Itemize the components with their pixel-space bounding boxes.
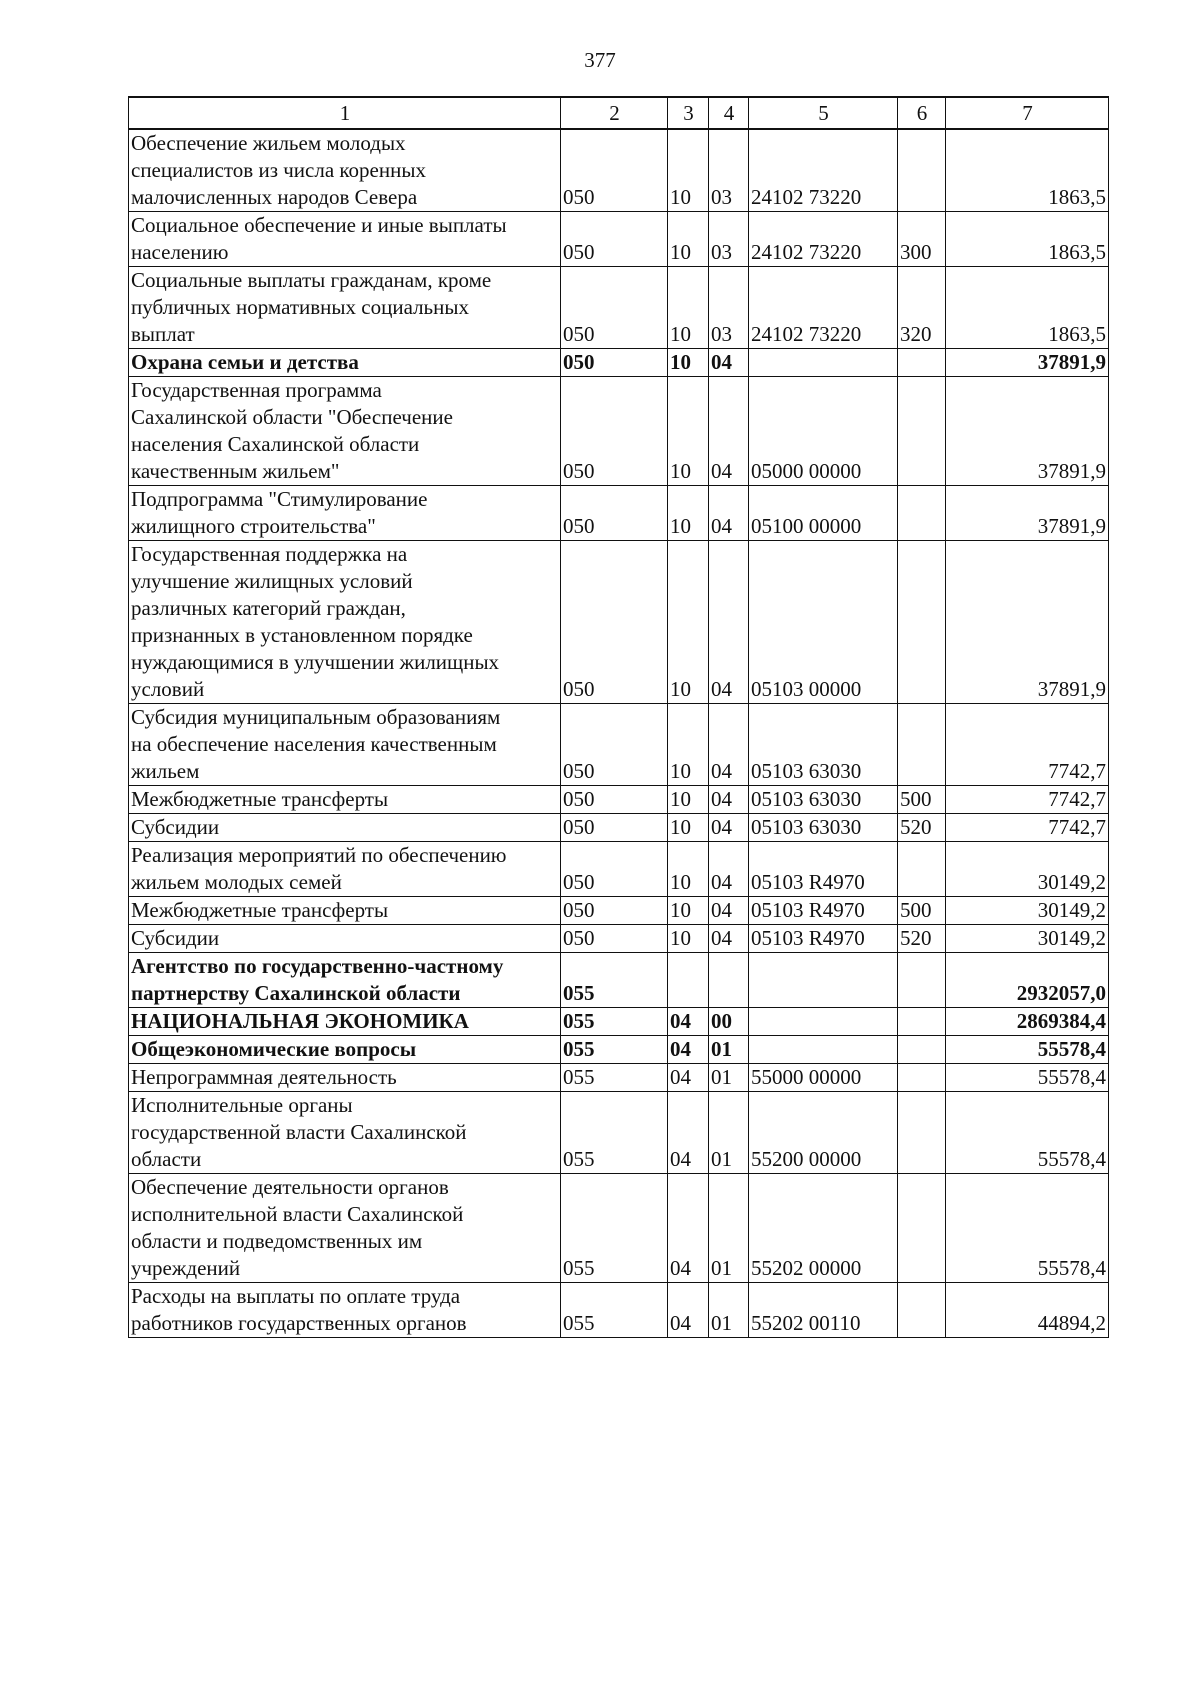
row-name-line: НАЦИОНАЛЬНАЯ ЭКОНОМИКА [131,1009,469,1033]
table-row [129,704,1109,786]
target-article-code: 05100 00000 [749,486,898,541]
expense-type-code: 520 [898,814,946,842]
ministry-code: 055 [561,1283,668,1338]
header-cell-4: 4 [709,97,749,129]
row-name-line: населения Сахалинской области [131,432,420,456]
row-name [129,1174,561,1283]
amount: 7742,7 [946,814,1109,842]
expense-type-code [898,129,946,212]
row-name-line: государственной власти Сахалинской [131,1120,467,1144]
row-name-line: Субсидия муниципальным образованиям [131,705,501,729]
target-article-code [749,1008,898,1036]
subsection-code: 04 [709,842,749,897]
row-name [129,1092,561,1174]
target-article-code: 55202 00000 [749,1174,898,1283]
expense-type-code: 520 [898,925,946,953]
row-name [129,704,561,786]
amount: 7742,7 [946,704,1109,786]
ministry-code: 050 [561,129,668,212]
header-cell-5: 5 [749,97,898,129]
ministry-code: 050 [561,842,668,897]
table-row [129,212,1109,267]
amount: 30149,2 [946,925,1109,953]
row-name-line: партнерству Сахалинской области [131,981,461,1005]
row-name [129,925,561,953]
table-row [129,1008,1109,1036]
section-code: 10 [668,704,709,786]
row-name-line: улучшение жилищных условий [131,569,413,593]
row-name [129,1283,561,1338]
row-name [129,377,561,486]
expense-type-code [898,953,946,1008]
header-cell-2: 2 [561,97,668,129]
table-row [129,541,1109,704]
expense-type-code [898,377,946,486]
row-name-line: Непрограммная деятельность [131,1065,397,1089]
subsection-code: 01 [709,1036,749,1064]
section-code: 10 [668,129,709,212]
row-name-line: Расходы на выплаты по оплате труда [131,1284,461,1308]
ministry-code: 050 [561,486,668,541]
amount: 37891,9 [946,486,1109,541]
table-row [129,897,1109,925]
row-name [129,541,561,704]
table-row [129,814,1109,842]
row-name-line: специалистов из числа коренных [131,158,426,182]
row-name-line: Государственная поддержка на [131,542,408,566]
target-article-code: 05103 63030 [749,786,898,814]
row-name-line: малочисленных народов Севера [131,185,418,209]
subsection-code: 01 [709,1092,749,1174]
table-row [129,1064,1109,1092]
amount: 37891,9 [946,349,1109,377]
target-article-code [749,349,898,377]
target-article-code: 05000 00000 [749,377,898,486]
target-article-code: 05103 R4970 [749,897,898,925]
row-name [129,897,561,925]
row-name [129,814,561,842]
target-article-code [749,953,898,1008]
amount: 37891,9 [946,377,1109,486]
subsection-code: 01 [709,1283,749,1338]
row-name [129,1036,561,1064]
expense-type-code: 300 [898,212,946,267]
table-row [129,1036,1109,1064]
amount: 1863,5 [946,267,1109,349]
header-cell-7: 7 [946,97,1109,129]
subsection-code: 03 [709,129,749,212]
row-name-line: Обеспечение жильем молодых [131,131,406,155]
row-name-line: Субсидии [131,926,220,950]
table-row [129,1092,1109,1174]
ministry-code: 050 [561,349,668,377]
subsection-code: 00 [709,1008,749,1036]
row-name [129,1064,561,1092]
header-cell-3: 3 [668,97,709,129]
subsection-code: 04 [709,786,749,814]
row-name [129,267,561,349]
section-code: 10 [668,267,709,349]
row-name-line: нуждающимися в улучшении жилищных [131,650,500,674]
ministry-code: 050 [561,786,668,814]
amount: 37891,9 [946,541,1109,704]
row-name-line: жильем [131,759,200,783]
row-name-line: публичных нормативных социальных [131,295,469,319]
table-row [129,267,1109,349]
expense-type-code: 500 [898,897,946,925]
subsection-code: 04 [709,925,749,953]
target-article-code: 24102 73220 [749,212,898,267]
row-name-line: исполнительной власти Сахалинской [131,1202,464,1226]
subsection-code [709,953,749,1008]
expense-type-code [898,541,946,704]
amount: 30149,2 [946,897,1109,925]
subsection-code: 01 [709,1064,749,1092]
row-name-line: Реализация мероприятий по обеспечению [131,843,507,867]
amount: 30149,2 [946,842,1109,897]
section-code: 10 [668,349,709,377]
ministry-code: 050 [561,267,668,349]
row-name [129,953,561,1008]
expense-type-code [898,704,946,786]
target-article-code: 24102 73220 [749,129,898,212]
row-name-line: жилищного строительства" [131,514,376,538]
amount: 55578,4 [946,1174,1109,1283]
row-name [129,486,561,541]
section-code: 10 [668,541,709,704]
row-name-line: Межбюджетные трансферты [131,898,389,922]
section-code: 10 [668,377,709,486]
amount: 2932057,0 [946,953,1109,1008]
table-row [129,1174,1109,1283]
row-name-line: Социальные выплаты гражданам, кроме [131,268,492,292]
expense-type-code [898,486,946,541]
subsection-code: 03 [709,267,749,349]
table-row [129,925,1109,953]
ministry-code: 055 [561,1092,668,1174]
page-number: 377 [584,48,616,72]
row-name-line: Обеспечение деятельности органов [131,1175,449,1199]
target-article-code: 55200 00000 [749,1092,898,1174]
row-name-line: жильем молодых семей [131,870,342,894]
ministry-code: 050 [561,212,668,267]
ministry-code: 055 [561,953,668,1008]
row-name [129,212,561,267]
section-code: 04 [668,1174,709,1283]
amount: 55578,4 [946,1064,1109,1092]
header-row [129,97,1109,129]
subsection-code: 03 [709,212,749,267]
expense-type-code [898,1064,946,1092]
section-code: 10 [668,925,709,953]
amount: 1863,5 [946,212,1109,267]
table-row [129,842,1109,897]
ministry-code: 055 [561,1174,668,1283]
row-name [129,842,561,897]
section-code: 04 [668,1064,709,1092]
section-code [668,953,709,1008]
section-code: 10 [668,842,709,897]
section-code: 10 [668,486,709,541]
row-name [129,786,561,814]
section-code: 04 [668,1283,709,1338]
row-name [129,129,561,212]
amount: 55578,4 [946,1092,1109,1174]
table-body [129,129,1109,1338]
row-name-line: области [131,1147,202,1171]
ministry-code: 050 [561,897,668,925]
ministry-code: 050 [561,704,668,786]
row-name-line: Государственная программа [131,378,382,402]
expense-type-code [898,349,946,377]
expense-type-code [898,1036,946,1064]
table-row [129,486,1109,541]
row-name-line: различных категорий граждан, [131,596,406,620]
ministry-code: 055 [561,1064,668,1092]
target-article-code: 55000 00000 [749,1064,898,1092]
row-name-line: качественным жильем" [131,459,340,483]
expense-type-code [898,1008,946,1036]
ministry-code: 050 [561,925,668,953]
table-row [129,129,1109,212]
section-code: 10 [668,212,709,267]
row-name [129,349,561,377]
expense-type-code [898,1092,946,1174]
row-name-line: области и подведомственных им [131,1229,423,1253]
subsection-code: 04 [709,486,749,541]
row-name-line: Субсидии [131,815,220,839]
row-name-line: работников государственных органов [131,1311,467,1335]
ministry-code: 055 [561,1008,668,1036]
row-name-line: на обеспечение населения качественным [131,732,497,756]
ministry-code: 050 [561,541,668,704]
subsection-code: 04 [709,704,749,786]
section-code: 10 [668,786,709,814]
row-name-line: Сахалинской области "Обеспечение [131,405,453,429]
section-code: 04 [668,1092,709,1174]
subsection-code: 04 [709,349,749,377]
row-name-line: Общеэкономические вопросы [131,1037,417,1061]
target-article-code: 05103 63030 [749,814,898,842]
section-code: 10 [668,814,709,842]
header-cell-1: 1 [129,97,561,129]
section-code: 04 [668,1008,709,1036]
amount: 1863,5 [946,129,1109,212]
table-row [129,349,1109,377]
target-article-code: 05103 R4970 [749,842,898,897]
subsection-code: 04 [709,814,749,842]
expense-type-code [898,1174,946,1283]
amount: 7742,7 [946,786,1109,814]
subsection-code: 04 [709,897,749,925]
expense-type-code: 500 [898,786,946,814]
target-article-code: 05103 00000 [749,541,898,704]
section-code: 04 [668,1036,709,1064]
target-article-code: 55202 00110 [749,1283,898,1338]
target-article-code [749,1036,898,1064]
subsection-code: 04 [709,377,749,486]
row-name-line: Агентство по государственно-частному [131,954,504,978]
table-row [129,786,1109,814]
subsection-code: 01 [709,1174,749,1283]
amount: 2869384,4 [946,1008,1109,1036]
row-name-line: выплат [131,322,195,346]
target-article-code: 05103 R4970 [749,925,898,953]
table-row [129,377,1109,486]
header-cell-6: 6 [898,97,946,129]
row-name-line: условий [131,677,205,701]
ministry-code: 050 [561,814,668,842]
table-row [129,953,1109,1008]
amount: 55578,4 [946,1036,1109,1064]
target-article-code: 24102 73220 [749,267,898,349]
ministry-code: 050 [561,377,668,486]
row-name-line: учреждений [131,1256,241,1280]
subsection-code: 04 [709,541,749,704]
section-code: 10 [668,897,709,925]
expense-type-code [898,842,946,897]
amount: 44894,2 [946,1283,1109,1338]
budget-table [128,96,1109,1338]
row-name-line: населению [131,240,229,264]
target-article-code: 05103 63030 [749,704,898,786]
row-name-line: Межбюджетные трансферты [131,787,389,811]
row-name-line: Подпрограмма "Стимулирование [131,487,428,511]
row-name-line: Исполнительные органы [131,1093,353,1117]
row-name-line: признанных в установленном порядке [131,623,473,647]
ministry-code: 055 [561,1036,668,1064]
row-name-line: Социальное обеспечение и иные выплаты [131,213,507,237]
row-name [129,1008,561,1036]
row-name-line: Охрана семьи и детства [131,350,359,374]
expense-type-code: 320 [898,267,946,349]
table-row [129,1283,1109,1338]
expense-type-code [898,1283,946,1338]
